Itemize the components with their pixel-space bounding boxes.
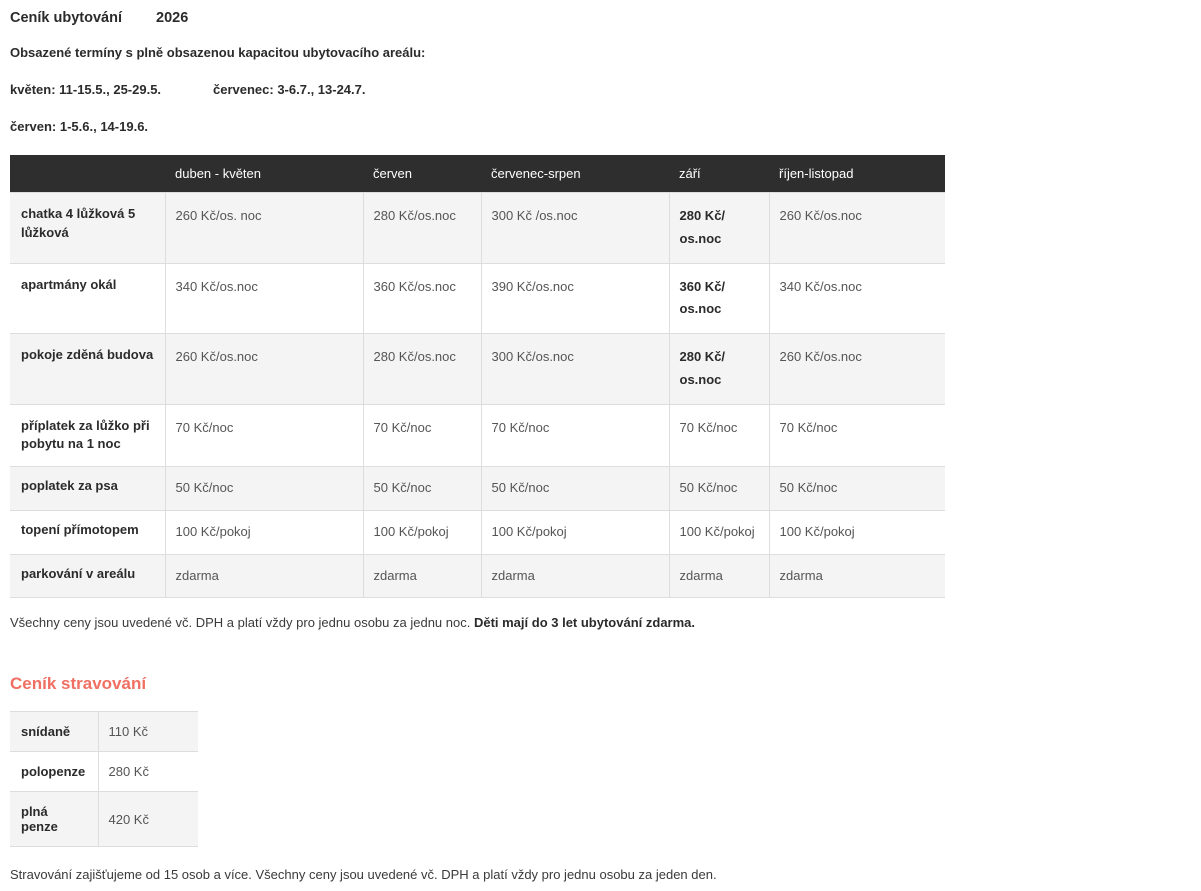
page-title-text: Ceník ubytování	[10, 10, 122, 26]
table-row	[10, 263, 945, 334]
table-row	[10, 792, 198, 847]
price-cell: 50 Kč/noc	[481, 467, 669, 511]
page-title	[10, 10, 1191, 26]
row-label: chatka 4 lůžková 5 lůžková	[10, 193, 165, 264]
accommodation-footnote	[10, 615, 1191, 630]
price-cell-highlight: 280 Kč/ os.noc	[669, 193, 769, 264]
table-header-row	[10, 155, 945, 193]
price-cell: zdarma	[481, 554, 669, 598]
price-cell: 280 Kč/os.noc	[363, 334, 481, 405]
row-label: polopenze	[10, 752, 98, 792]
price-cell: zdarma	[769, 554, 945, 598]
row-label: příplatek za lůžko při pobytu na 1 noc	[10, 404, 165, 467]
column-header-corner	[10, 155, 165, 193]
price-cell: 360 Kč/os.noc	[363, 263, 481, 334]
accommodation-footnote-bold: Děti mají do 3 let ubytování zdarma.	[473, 615, 696, 631]
table-row	[10, 467, 945, 511]
occupied-terms-row-2	[10, 119, 1191, 134]
column-header-zari: září	[669, 155, 769, 193]
price-cell: 70 Kč/noc	[165, 404, 363, 467]
price-cell: zdarma	[165, 554, 363, 598]
price-cell: 100 Kč/pokoj	[481, 510, 669, 554]
meals-price-table	[10, 711, 198, 847]
meals-section-title: Ceník stravování	[10, 674, 147, 694]
price-cell-highlight: 280 Kč/ os.noc	[669, 334, 769, 405]
row-label: parkování v areálu	[10, 554, 165, 598]
price-cell: 50 Kč/noc	[363, 467, 481, 511]
row-label: snídaně	[10, 712, 98, 752]
table-row	[10, 404, 945, 467]
column-header-cerven: červen	[363, 155, 481, 193]
term-july: červenec: 3-6.7., 13-24.7.	[213, 82, 366, 97]
table-row	[10, 334, 945, 405]
row-label: pokoje zděná budova	[10, 334, 165, 405]
price-cell: 100 Kč/pokoj	[669, 510, 769, 554]
table-row	[10, 193, 945, 264]
price-cell: 100 Kč/pokoj	[363, 510, 481, 554]
price-cell: 100 Kč/pokoj	[769, 510, 945, 554]
term-may: květen: 11-15.5., 25-29.5.	[10, 82, 162, 97]
column-header-duben-kveten: duben - květen	[165, 155, 363, 193]
price-cell: zdarma	[363, 554, 481, 598]
price-cell: zdarma	[669, 554, 769, 598]
table-row	[10, 554, 945, 598]
price-cell: 70 Kč/noc	[481, 404, 669, 467]
term-june: červen: 1-5.6., 14-19.6.	[10, 119, 149, 134]
price-cell: 260 Kč/os.noc	[769, 334, 945, 405]
price-cell: 260 Kč/os. noc	[165, 193, 363, 264]
price-cell: 110 Kč	[98, 712, 198, 752]
occupancy-note: Obsazené termíny s plně obsazenou kapacitou ubytovacího areálu:	[10, 45, 426, 60]
price-cell: 70 Kč/noc	[769, 404, 945, 467]
price-cell: 50 Kč/noc	[769, 467, 945, 511]
price-cell: 340 Kč/os.noc	[165, 263, 363, 334]
price-cell: 50 Kč/noc	[669, 467, 769, 511]
meals-table-body	[10, 712, 198, 847]
row-label: apartmány okál	[10, 263, 165, 334]
table-body	[10, 193, 945, 598]
price-cell: 50 Kč/noc	[165, 467, 363, 511]
price-cell: 260 Kč/os.noc	[165, 334, 363, 405]
row-label: topení přímotopem	[10, 510, 165, 554]
price-cell: 390 Kč/os.noc	[481, 263, 669, 334]
table-row	[10, 510, 945, 554]
column-header-rijen-listopad: říjen-listopad	[769, 155, 945, 193]
accommodation-footnote-text: Všechny ceny jsou uvedené vč. DPH a platí vždy pro jednu osobu za jednu noc.	[10, 615, 474, 631]
table-row	[10, 712, 198, 752]
price-cell: 420 Kč	[98, 792, 198, 847]
meals-footnote: Stravování zajišťujeme od 15 osob a více. Všechny ceny jsou uvedené vč. DPH a platí vždy pro jednu osobu za jeden den.	[10, 867, 717, 883]
price-cell: 100 Kč/pokoj	[165, 510, 363, 554]
occupied-terms-row-1	[10, 82, 1191, 97]
accommodation-price-table	[10, 155, 945, 598]
price-cell: 300 Kč /os.noc	[481, 193, 669, 264]
price-cell-highlight: 360 Kč/ os.noc	[669, 263, 769, 334]
price-cell: 70 Kč/noc	[363, 404, 481, 467]
page-title-year: 2026	[156, 10, 189, 26]
row-label: plná penze	[10, 792, 98, 847]
price-cell: 260 Kč/os.noc	[769, 193, 945, 264]
price-cell: 300 Kč/os.noc	[481, 334, 669, 405]
column-header-cervenec-srpen: červenec-srpen	[481, 155, 669, 193]
price-cell: 280 Kč	[98, 752, 198, 792]
row-label: poplatek za psa	[10, 467, 165, 511]
table-row	[10, 752, 198, 792]
price-cell: 280 Kč/os.noc	[363, 193, 481, 264]
price-cell: 70 Kč/noc	[669, 404, 769, 467]
price-cell: 340 Kč/os.noc	[769, 263, 945, 334]
table-header	[10, 155, 945, 193]
